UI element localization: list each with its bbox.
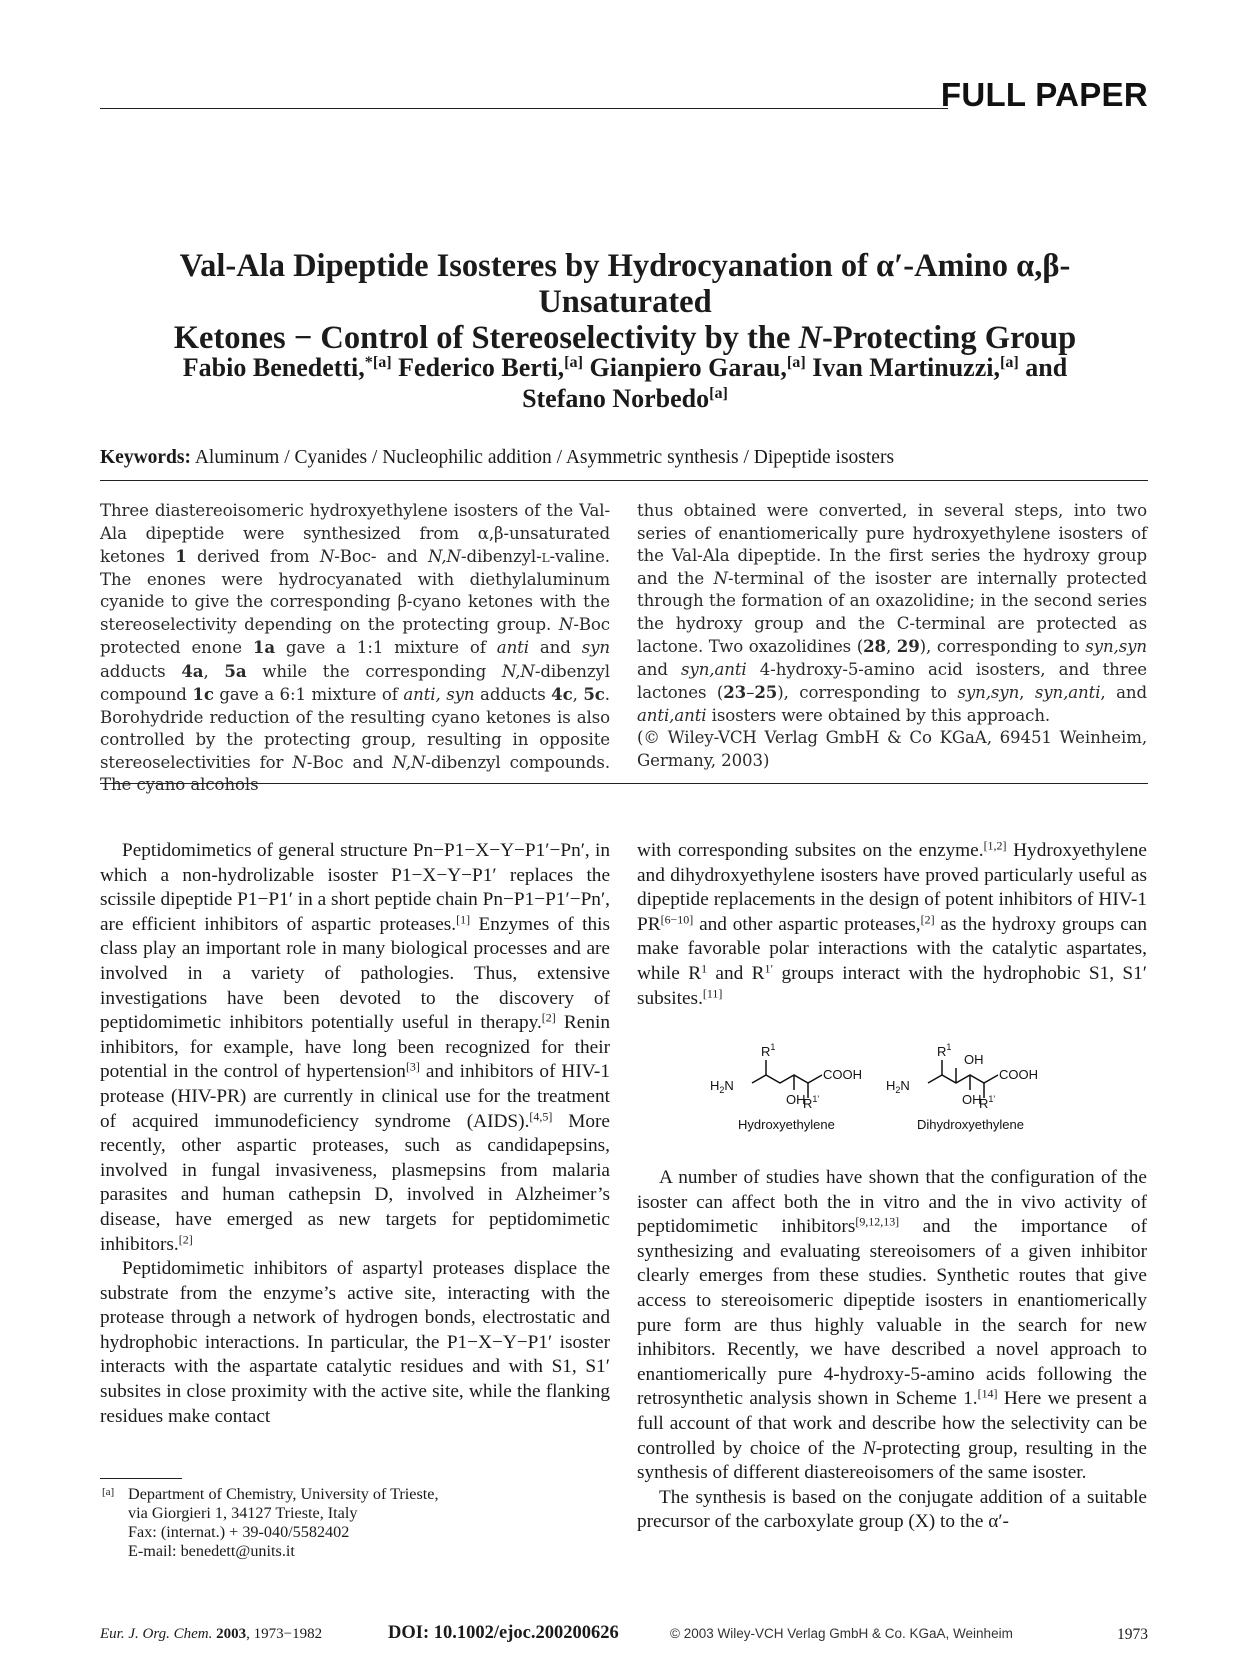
author-affiliation-mark: *[a] (364, 354, 392, 372)
body-column-right-bottom (637, 1166, 1147, 1535)
abstract-copyright: (© Wiley-VCH Verlag GmbH & Co KGaA, 69451 Weinheim, Germany, 2003) (637, 728, 1147, 770)
title-line-1: Val-Ala Dipeptide Isosteres by Hydrocyanation of α′-Amino α,β-Unsaturated (179, 248, 1071, 320)
body-paragraph: Peptidomimetics of general structure Pn−P1−X−Y−P1′−Pn′, in which a non-hydrolizable isoster P1−X−Y−P1′ replaces the scissile dipeptide P1−P1′ in a short peptide chain Pn−P1−P1′−Pn′, are efficient inhibitors of aspartic proteases.[1] Enzymes of this class play an important role in many biological processes and are involved in a variety of pathologies. Thus, extensive investigations have been devoted to the discovery of peptidomimetic inhibitors potentially useful in therapy.[2] Renin inhibitors, for example, have long been recognized for their potential in the control of hypertension[3] and inhibitors of HIV-1 protease (HIV-PR) are currently in clinical use for the treatment of acquired immunodeficiency syndrome (AIDS).[4,5] More recently, other aspartic proteases, such as candidapepsins, involved in fungal invasiveness, plasmepsins from malaria parasites and human cathepsin D, involved in Alzheimer’s disease, have emerged as new targets for peptidomimetic inhibitors.[2] (100, 840, 610, 1255)
author-name: Federico Berti, (398, 353, 565, 382)
author-affiliation-mark: [a] (709, 385, 728, 403)
abstract-text: thus obtained were converted, in several steps, into two series of enantiomerically pure hydroxyethylene isosters of the Val-Ala dipeptide. In the first series the hydroxy group and the N-terminal of the isoster are internally protected through the formation of an oxazolidine; in the second series the hydroxy group and the C-terminal are protected as lactone. Two oxazolidines (28, 29), corresponding to syn,syn and syn,anti 4-hydroxy-5-amino acid isosters, and three lactones (23–25), corresponding to syn,syn, syn,anti, and anti,anti isosters were obtained by this approach. (637, 501, 1148, 725)
isostere-structures-figure (710, 1024, 1120, 1134)
abstract-column-left (100, 500, 610, 797)
acid-label: COOH (823, 1067, 862, 1082)
abstract-text: Three diastereoisomeric hydroxyethylene isosters of the Val-Ala dipeptide were synthesized from α,β-unsaturated ketones 1 derived from N-Boc- and N,N-dibenzyl-l-valine. The enones were hydrocyanated with diethylaluminum cyanide to give the corresponding β-cyano ketones with the stereoselectivity depending on the protecting group. N-Boc protected enone 1a gave a 1:1 mixture of anti and syn adducts 4a, 5a while the corresponding N,N-dibenzyl compound 1c gave a 6:1 mixture of anti, syn adducts 4c, 5c. Borohydride reduction of the resulting cyano ketones is also controlled by the protecting group, resulting in opposite stereoselectivities for N-Boc and N,N-dibenzyl compounds. The cyano alcohols (100, 501, 611, 794)
title-line-2: Ketones − Control of Stereoselectivity by the N-Protecting Group (173, 320, 1077, 356)
keywords-list: Aluminum / Cyanides / Nucleophilic addition / Asymmetric synthesis / Dipeptide isosters (194, 447, 895, 468)
dihydroxyethylene-caption: Dihydroxyethylene (917, 1117, 1024, 1132)
keywords-label: Keywords: (100, 447, 191, 468)
affiliation-footnote (100, 1485, 570, 1561)
abstract-rule (100, 783, 1148, 784)
hydroxyl-label: OH (962, 1092, 982, 1107)
header-rule (100, 108, 948, 109)
hydroxyl-label: OH (964, 1052, 984, 1067)
r1-label: $R^1$ (761, 1042, 776, 1059)
amine-label: $H_2N$ (886, 1078, 910, 1095)
author-name: Ivan Martinuzzi, (812, 353, 1000, 382)
author-name: Gianpiero Garau, (589, 353, 787, 382)
footnote-line: Department of Chemistry, University of Trieste, (128, 1485, 439, 1503)
body-paragraph: Peptidomimetic inhibitors of aspartyl proteases displace the substrate from the enzyme’s active site, interacting with the protease through a network of hydrogen bonds, electrostatic and hydrophobic interactions. In particular, the P1−X−Y−P1′ isoster interacts with the aspartate catalytic residues and with S1, S1′ subsites in close proximity with the active site, while the flanking residues make contact (100, 1258, 610, 1427)
hydroxyl-label: OH (786, 1092, 806, 1107)
author-affiliation-mark: [a] (999, 354, 1019, 372)
footer-copyright: © 2003 Wiley-VCH Verlag GmbH & Co. KGaA, Weinheim (670, 1626, 1013, 1641)
keywords-rule (100, 480, 1148, 481)
paper-title (100, 248, 1150, 356)
journal-citation: Eur. J. Org. Chem. 2003, 1973−1982 (100, 1626, 323, 1642)
body-paragraph: A number of studies have shown that the configuration of the isoster can affect both the in vitro and the in vivo activity of peptidomimetic inhibitors[9,12,13] and the importance of synthesizing and evaluating stereoisomers of a given inhibitor clearly emerges from these studies. Synthetic routes that give access to stereoisomeric dipeptide isosters in enantiomerically pure form are thus highly valuable in the search for new inhibitors. Recently, we have described a novel approach to enantiomerically pure 4-hydroxy-5-amino acids following the retrosynthetic analysis shown in Scheme 1.[14] Here we present a full account of that work and describe how the selectivity can be controlled by choice of the N-protecting group, resulting in the synthesis of different diastereoisomers of the same isoster. (637, 1167, 1147, 1484)
page-number: 1973 (1117, 1626, 1148, 1643)
footnote-marker: [a] (102, 1486, 115, 1498)
body-paragraph: The synthesis is based on the conjugate addition of a suitable precursor of the carboxylate group (X) to the α′- (637, 1486, 1147, 1533)
hydroxyethylene-caption: Hydroxyethylene (738, 1117, 835, 1132)
footnote-line: E-mail: benedett@units.it (128, 1542, 295, 1560)
r1prime-label: $R^{1'}$ (803, 1094, 820, 1111)
abstract-column-right (637, 500, 1147, 772)
body-column-right-top (637, 839, 1147, 1011)
acid-label: COOH (999, 1067, 1038, 1082)
footnote-line: Fax: (internat.) + 39-040/5582402 (128, 1523, 350, 1541)
body-column-left (100, 839, 610, 1429)
r1prime-label: $R^{1'}$ (979, 1094, 996, 1111)
r1-label: $R^1$ (937, 1042, 952, 1059)
body-paragraph: with corresponding subsites on the enzyme.[1,2] Hydroxyethylene and dihydroxyethylene isosters have proved particularly useful as dipeptide replacements in the design of potent inhibitors of HIV-1 PR[6−10] and other aspartic proteases,[2] as the hydroxy groups can make favorable polar interactions with the catalytic aspartates, while $R^1$ and $R^{1'}$ groups interact with the hydrophobic S1, S1′ subsites.[11] (637, 838, 1147, 1009)
author-name: Fabio Benedetti, (182, 353, 365, 382)
section-label: FULL PAPER (940, 76, 1148, 113)
footnote-line: via Giorgieri 1, 34127 Trieste, Italy (128, 1504, 358, 1522)
author-list (100, 352, 1150, 414)
doi-link[interactable]: DOI: 10.1002/ejoc.200200626 (388, 1623, 619, 1643)
author-affiliation-mark: [a] (786, 354, 806, 372)
authors-conjunction: and (1025, 353, 1068, 382)
footnote-rule (100, 1478, 182, 1479)
amine-label: $H_2N$ (710, 1078, 734, 1095)
author-affiliation-mark: [a] (564, 354, 583, 372)
author-name: Stefano Norbedo (522, 384, 710, 413)
keywords-line (100, 447, 894, 469)
